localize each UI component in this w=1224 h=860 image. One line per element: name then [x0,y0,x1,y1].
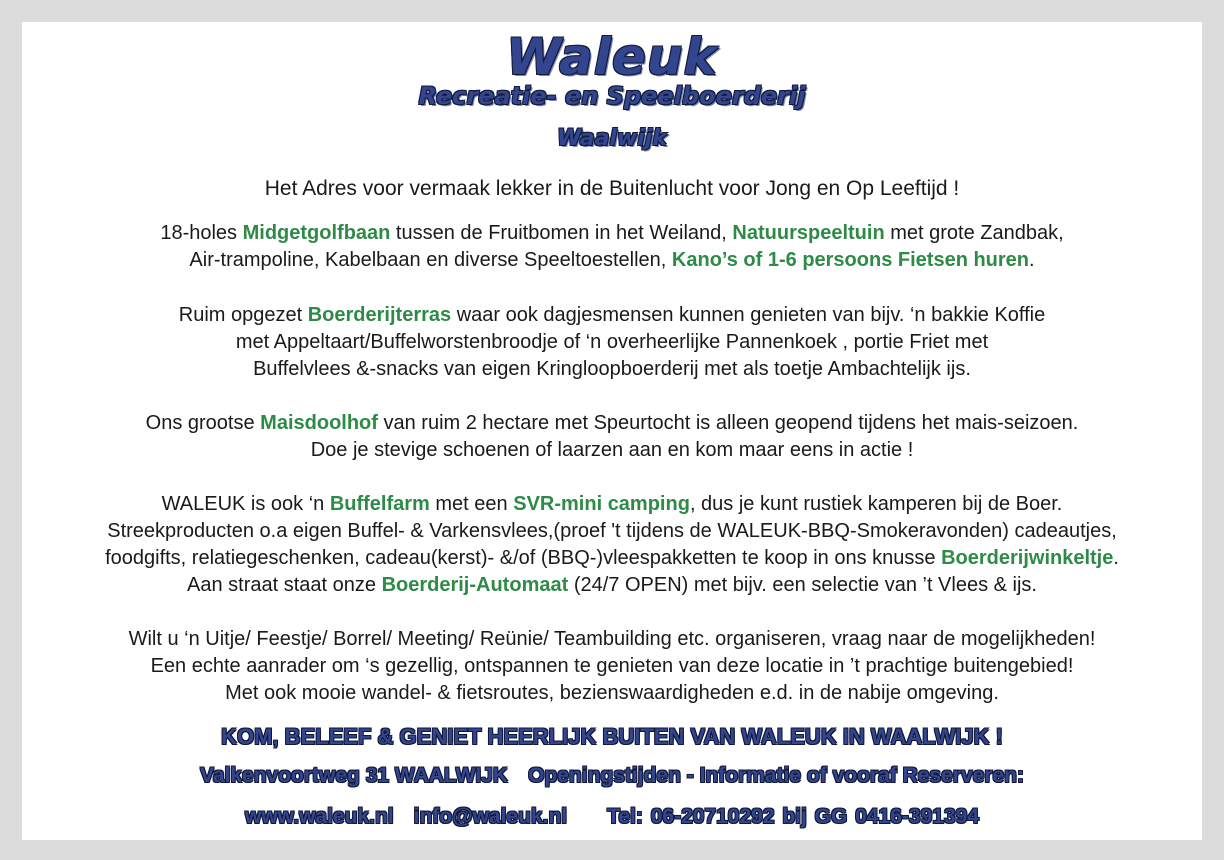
logo-city: Waalwijk [556,126,668,151]
paragraph-farm-line-3: foodgifts, relatiegeschenken, cadeau(kerst)- &/of (BBQ-)vleespakketten te koop in ons knusse Boerderijwinkeltje. [105,547,1119,569]
tagline: Het Adres voor vermaak lekker in de Buitenlucht voor Jong en Op Leeftijd ! [264,177,960,200]
highlight-boerderijterras: Boerderijterras [307,304,452,326]
logo-title: Waleuk [506,28,718,86]
highlight-boerderij-automaat: Boerderij-Automaat [381,574,569,596]
paragraph-maze-line-1: Ons grootse Maisdoolhof van ruim 2 hectare met Speurtocht is alleen geopend tijdens het mais-seizoen. [145,412,1079,434]
logo-subtitle: Recreatie- en Speelboerderij [418,82,806,110]
flyer-card [22,22,1202,840]
highlight-svr-mini-camping: SVR-mini camping [513,493,690,515]
highlight-boerderijwinkeltje: Boerderijwinkeltje [941,547,1114,569]
paragraph-terrace-line-2: met Appeltaart/Buffelworstenbroodje of ‘n overheerlijke Pannenkoek , portie Friet met [235,331,989,353]
highlight-midgetgolfbaan: Midgetgolfbaan [242,222,391,244]
paragraph-farm-line-4: Aan straat staat onze Boerderij-Automaat (24/7 OPEN) met bijv. een selectie van ’t Vlees & ijs. [187,574,1037,596]
footer-info: Openingstijden - Informatie of vooraf Reserveren: [528,764,1024,787]
paragraph-maze-line-2: Doe je stevige schoenen of laarzen aan en kom maar eens in actie ! [310,439,914,461]
email-link[interactable]: info@waleuk.nl [413,805,568,828]
highlight-maisdoolhof: Maisdoolhof [260,412,378,434]
footer-address-line [22,764,1202,788]
footer-contact-line [22,805,1202,829]
paragraph-events-line-1: Wilt u ‘n Uitje/ Feestje/ Borrel/ Meeting/ Reünie/ Teambuilding etc. organiseren, vraag naar de mogelijkheden! [128,628,1096,650]
paragraph-farm-line-1: WALEUK is ook ‘n Buffelfarm met een SVR-mini camping, dus je kunt rustiek kamperen bij de Boer. [161,493,1063,515]
footer-address: Valkenvoortweg 31 WAALWIJK [199,764,509,787]
paragraph-events-line-2: Een echte aanrader om ‘s gezellig, ontspannen te genieten van deze locatie in ’t prachtige buitengebied! [150,655,1074,677]
paragraph-terrace-line-1: Ruim opgezet Boerderijterras waar ook dagjesmensen kunnen genieten van bijv. ‘n bakkie Koffie [178,304,1046,326]
footer-slogan: KOM, BELEEF & GENIET HEERLIJK BUITEN VAN WALEUK IN WAALWIJK ! [221,724,1003,749]
paragraph-attractions-line-2: Air-trampoline, Kabelbaan en diverse Speeltoestellen, Kano’s of 1-6 persoons Fietsen huren. [189,249,1035,271]
paragraph-events-line-3: Met ook mooie wandel- & fietsroutes, bezienswaardigheden e.d. in de nabije omgeving. [225,682,999,704]
paragraph-terrace-line-3: Buffelvlees &-snacks van eigen Kringloopboerderij met als toetje Ambachtelijk ijs. [253,358,971,380]
highlight-natuurspeeltuin: Natuurspeeltuin [732,222,885,244]
paragraph-farm-line-2: Streekproducten o.a eigen Buffel- & Varkensvlees,(proef 't tijdens de WALEUK-BBQ-Smokeravonden) cadeautjes, [107,520,1117,542]
highlight-kanos-fietsen: Kano’s of 1-6 persoons Fietsen huren [671,249,1030,271]
phone-number: Tel: 06-20710292 bij GG 0416-391394 [607,805,979,828]
paragraph-attractions-line-1: 18-holes Midgetgolfbaan tussen de Fruitbomen in het Weiland, Natuurspeeltuin met grote Zandbak, [160,222,1064,244]
highlight-buffelfarm: Buffelfarm [329,493,430,515]
website-link[interactable]: www.waleuk.nl [245,805,394,828]
